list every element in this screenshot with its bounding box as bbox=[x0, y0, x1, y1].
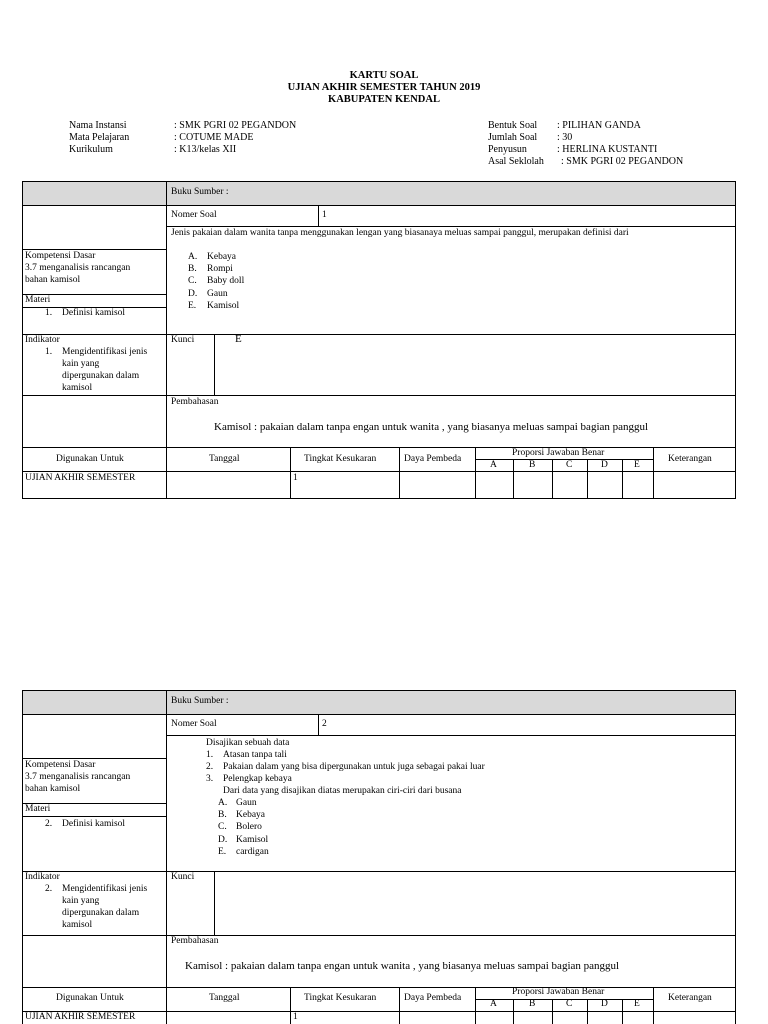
option-letter: E. bbox=[218, 847, 227, 857]
meta-label: Kurikulum bbox=[69, 144, 113, 155]
meta-label: Jumlah Soal bbox=[488, 132, 538, 143]
col-d: D bbox=[601, 999, 608, 1009]
col-a: A bbox=[490, 460, 497, 470]
kompetensi-text: bahan kamisol bbox=[25, 784, 81, 794]
tingkat-kesukaran-header: Tingkat Kesukaran bbox=[304, 993, 377, 1003]
card-header-row bbox=[22, 690, 736, 714]
meta-value: : SMK PGRI 02 PEGANDON bbox=[174, 120, 297, 131]
page-region: KABUPATEN KENDAL bbox=[328, 94, 440, 105]
meta-label: Nama Instansi bbox=[69, 120, 127, 131]
meta-value: : HERLINA KUSTANTI bbox=[557, 144, 658, 155]
digunakan-value: UJIAN AKHIR SEMESTER bbox=[25, 1012, 136, 1022]
indikator-line: Mengidentifikasi jenis bbox=[62, 884, 148, 894]
proporsi-header: Proporsi Jawaban Benar bbox=[512, 987, 605, 997]
data-intro: Disajikan sebuah data bbox=[206, 738, 290, 748]
question-text: Jenis pakaian dalam wanita tanpa menggunakan lengan yang biasanaya meluas sampai panggul, merupakan definisi dari bbox=[171, 228, 629, 238]
kompetensi-text: 3.7 menganalisis rancangan bbox=[25, 772, 131, 782]
keterangan-header: Keterangan bbox=[668, 454, 712, 464]
option-text: Kebaya bbox=[236, 810, 266, 820]
data-num: 1. bbox=[206, 750, 214, 760]
pembahasan-label: Pembahasan bbox=[171, 936, 219, 946]
option-text: cardigan bbox=[236, 847, 269, 857]
indikator-line: dipergunakan dalam bbox=[62, 371, 140, 381]
question-text: Dari data yang disajikan diatas merupakan ciri-ciri dari busana bbox=[223, 786, 462, 796]
pembahasan-label: Pembahasan bbox=[171, 397, 219, 407]
pembahasan-text: Kamisol : pakaian dalam tanpa engan untuk wanita , yang biasanya meluas sampai bagian panggul bbox=[214, 421, 649, 433]
col-b: B bbox=[529, 460, 536, 470]
nomor-soal-value: 2 bbox=[322, 719, 327, 729]
materi-label: Materi bbox=[25, 804, 51, 814]
tingkat-value: 1 bbox=[293, 473, 298, 483]
indikator-line: dipergunakan dalam bbox=[62, 908, 140, 918]
meta-value: : PILIHAN GANDA bbox=[557, 120, 641, 131]
meta-label: Mata Pelajaran bbox=[69, 132, 130, 143]
daya-pembeda-header: Daya Pembeda bbox=[404, 454, 462, 464]
indikator-label: Indikator bbox=[25, 872, 60, 882]
option-text: Kamisol bbox=[236, 835, 269, 845]
meta-label: Penyusun bbox=[488, 144, 527, 155]
digunakan-value: UJIAN AKHIR SEMESTER bbox=[25, 473, 136, 483]
option-letter: D. bbox=[218, 835, 228, 845]
data-num: 2. bbox=[206, 762, 214, 772]
data-item: Pelengkap kebaya bbox=[223, 774, 292, 784]
option-letter: B. bbox=[188, 264, 197, 274]
kompetensi-label: Kompetensi Dasar bbox=[25, 251, 96, 261]
materi-text: Definisi kamisol bbox=[62, 819, 126, 829]
tingkat-kesukaran-header: Tingkat Kesukaran bbox=[304, 454, 377, 464]
indikator-line: kamisol bbox=[62, 383, 93, 393]
option-letter: E. bbox=[188, 301, 197, 311]
materi-text: Definisi kamisol bbox=[62, 308, 126, 318]
digunakan-untuk-header: Digunakan Untuk bbox=[56, 993, 124, 1003]
kompetensi-text: bahan kamisol bbox=[25, 275, 81, 285]
meta-label: Asal Seklolah bbox=[488, 156, 544, 167]
tanggal-header: Tanggal bbox=[209, 993, 240, 1003]
materi-num: 2. bbox=[45, 819, 53, 829]
option-letter: C. bbox=[218, 822, 227, 832]
nomor-soal-label: Nomer Soal bbox=[171, 210, 217, 220]
kompetensi-text: 3.7 menganalisis rancangan bbox=[25, 263, 131, 273]
digunakan-untuk-header: Digunakan Untuk bbox=[56, 454, 124, 464]
col-e: E bbox=[634, 460, 640, 470]
option-letter: A. bbox=[188, 252, 198, 262]
option-letter: B. bbox=[218, 810, 227, 820]
proporsi-header: Proporsi Jawaban Benar bbox=[512, 448, 605, 458]
data-num: 3. bbox=[206, 774, 214, 784]
meta-value: : 30 bbox=[557, 132, 573, 143]
option-text: Gaun bbox=[236, 798, 257, 808]
kompetensi-label: Kompetensi Dasar bbox=[25, 760, 96, 770]
option-text: Gaun bbox=[207, 289, 228, 299]
col-b: B bbox=[529, 999, 536, 1009]
option-text: Bolero bbox=[236, 822, 262, 832]
option-text: Kebaya bbox=[207, 252, 237, 262]
kunci-label: Kunci bbox=[171, 872, 195, 882]
indikator-line: kain yang bbox=[62, 896, 100, 906]
materi-label: Materi bbox=[25, 295, 51, 305]
indikator-num: 2. bbox=[45, 884, 53, 894]
data-item: Atasan tanpa tali bbox=[223, 750, 287, 760]
nomor-soal-label: Nomer Soal bbox=[171, 719, 217, 729]
kunci-value: E bbox=[235, 333, 242, 345]
page-subtitle: UJIAN AKHIR SEMESTER TAHUN 2019 bbox=[287, 82, 481, 93]
indikator-line: kamisol bbox=[62, 920, 93, 930]
tanggal-header: Tanggal bbox=[209, 454, 240, 464]
indikator-line: kain yang bbox=[62, 359, 100, 369]
daya-pembeda-header: Daya Pembeda bbox=[404, 993, 462, 1003]
col-c: C bbox=[566, 999, 573, 1009]
option-text: Kamisol bbox=[207, 301, 240, 311]
option-text: Baby doll bbox=[207, 276, 245, 286]
kunci-label: Kunci bbox=[171, 335, 195, 345]
col-d: D bbox=[601, 460, 608, 470]
meta-value: : K13/kelas XII bbox=[174, 144, 237, 155]
question-card-1 bbox=[22, 181, 736, 499]
nomor-soal-value: 1 bbox=[322, 210, 327, 220]
option-letter: A. bbox=[218, 798, 228, 808]
buku-sumber-label: Buku Sumber : bbox=[171, 187, 229, 197]
keterangan-header: Keterangan bbox=[668, 993, 712, 1003]
pembahasan-text: Kamisol : pakaian dalam tanpa engan untuk wanita , yang biasanya meluas sampai bagian panggul bbox=[185, 960, 620, 972]
indikator-label: Indikator bbox=[25, 335, 60, 345]
meta-label: Bentuk Soal bbox=[488, 120, 538, 131]
option-letter: D. bbox=[188, 289, 198, 299]
col-e: E bbox=[634, 999, 640, 1009]
col-c: C bbox=[566, 460, 573, 470]
option-letter: C. bbox=[188, 276, 197, 286]
card-header-row bbox=[22, 181, 736, 205]
meta-value: : SMK PGRI 02 PEGANDON bbox=[561, 156, 684, 167]
meta-value: : COTUME MADE bbox=[174, 132, 254, 143]
materi-num: 1. bbox=[45, 308, 53, 318]
option-text: Rompi bbox=[207, 264, 233, 274]
question-card-2 bbox=[22, 690, 736, 1024]
buku-sumber-label: Buku Sumber : bbox=[171, 696, 229, 706]
page-title: KARTU SOAL bbox=[349, 70, 419, 81]
indikator-num: 1. bbox=[45, 347, 53, 357]
col-a: A bbox=[490, 999, 497, 1009]
tingkat-value: 1 bbox=[293, 1012, 298, 1022]
data-item: Pakaian dalam yang bisa dipergunakan untuk juga sebagai pakai luar bbox=[223, 762, 485, 772]
indikator-line: Mengidentifikasi jenis bbox=[62, 347, 148, 357]
